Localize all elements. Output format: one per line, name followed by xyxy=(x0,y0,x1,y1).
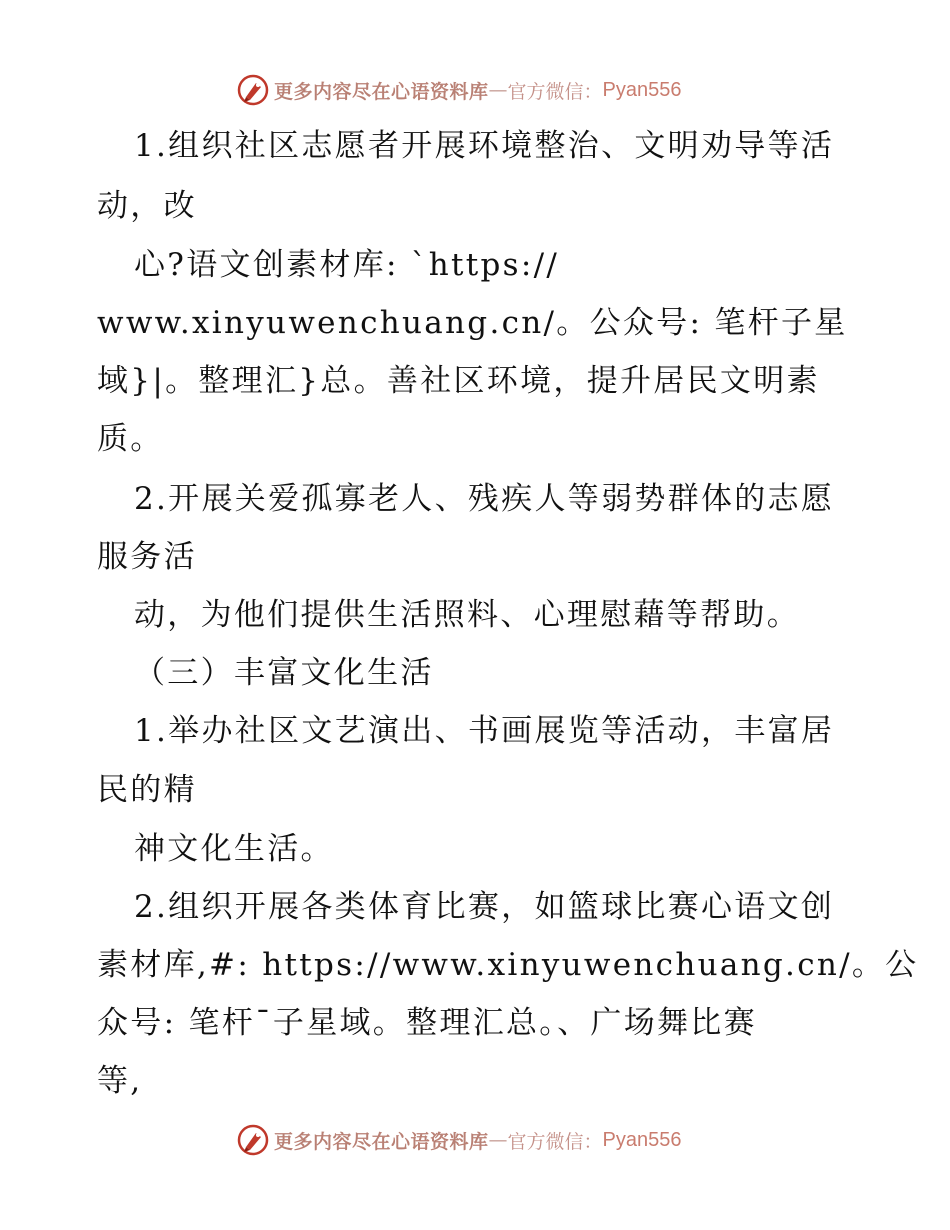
footer-watermark-banner xyxy=(236,1122,682,1158)
body-line: 域}|。整理汇}总。善社区环境，提升居民文明素 xyxy=(97,363,820,399)
watermark-wechat-label: 官方微信： xyxy=(507,1130,603,1153)
body-line: 动，改 xyxy=(97,188,197,224)
watermark-text: 更多内容尽在心语资料库 xyxy=(274,80,489,103)
pen-nib-logo-icon xyxy=(236,73,270,107)
pen-nib-logo-icon xyxy=(236,1123,270,1157)
body-line: 质。 xyxy=(97,421,164,457)
body-line: 1.举办社区文艺演出、书画展览等活动，丰富居 xyxy=(134,713,835,749)
body-line: www.xinyuwenchuang.cn/。公众号: 笔杆子星 xyxy=(97,305,848,341)
body-line: 2.开展关爱孤寡老人、残疾人等弱势群体的志愿 xyxy=(134,481,835,517)
body-line: 素材库,#: https://www.xinyuwenchuang.cn/。公 xyxy=(97,947,919,983)
body-line: 1.组织社区志愿者开展环境整治、文明劝导等活 xyxy=(134,128,835,164)
header-watermark-banner xyxy=(236,72,682,108)
watermark-separator: — xyxy=(488,79,508,101)
body-line: 等, xyxy=(97,1063,143,1099)
watermark-text: 更多内容尽在心语资料库 xyxy=(274,1130,489,1153)
body-line: 民的精 xyxy=(97,772,197,808)
section-heading: （三）丰富文化生活 xyxy=(134,655,434,691)
body-line: 心?语文创素材库: `https:// xyxy=(134,247,560,283)
body-line: 众号: 笔杆¯子星域。整理汇总。、广场舞比赛 xyxy=(97,1005,757,1041)
watermark-wechat-id: Pyan556 xyxy=(602,78,682,101)
body-line: 神文化生活。 xyxy=(134,831,334,867)
body-line: 动，为他们提供生活照料、心理慰藉等帮助。 xyxy=(134,597,800,633)
watermark-separator: — xyxy=(488,1129,508,1151)
body-line: 服务活 xyxy=(97,539,197,575)
body-line: 2.组织开展各类体育比赛，如篮球比赛心语文创 xyxy=(134,889,835,925)
watermark-wechat-label: 官方微信： xyxy=(507,80,603,103)
watermark-wechat-id: Pyan556 xyxy=(602,1128,682,1151)
